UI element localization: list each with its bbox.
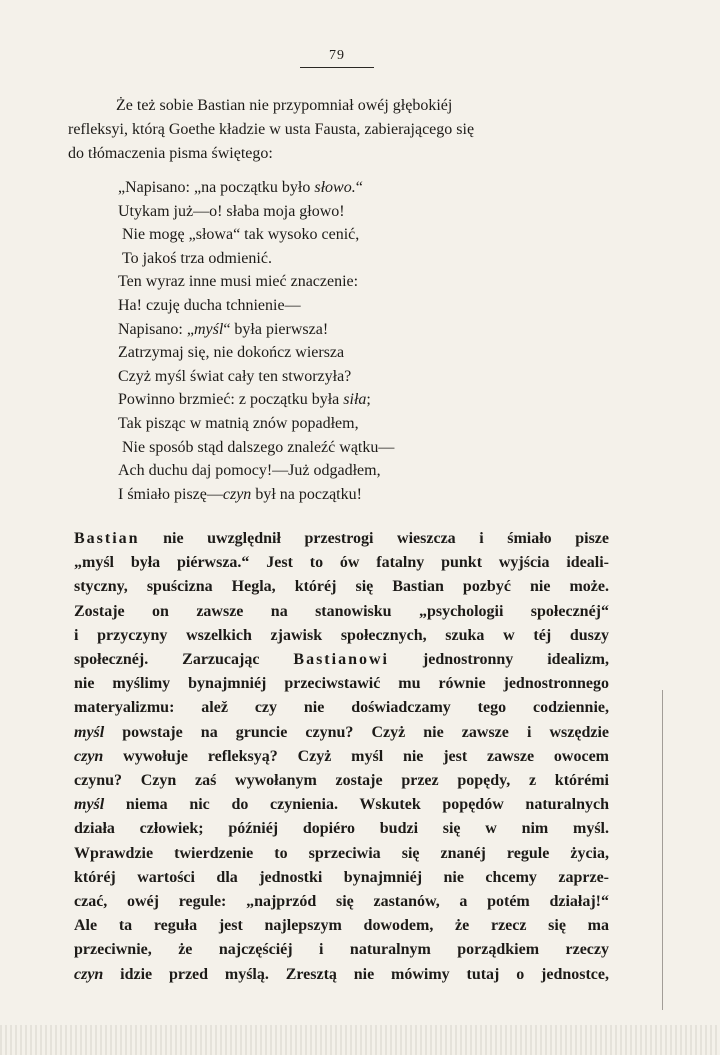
verse-text: I śmiało piszę— [118,485,223,503]
body-text-run: nie myślimy bynajmniéj przeciwstawić mu równie jednostronnego [74,675,609,693]
verse-line [118,294,538,318]
body-text-run: niema nic do czynienia. Wskutek popędów naturalnych [104,796,609,814]
intro-line: refleksyi, którą Goethe kładzie w usta Fausta, zabierającego się [68,121,475,138]
body-text-run: nie uwzględnił przestrogi wieszcza i śmiało pisze [139,530,609,547]
body-text-run: Wprawdzie twierdzenie to sprzeciwia się znanéj regule życia, [74,844,609,862]
verse-text: Utykam już—o! słaba moja głowo! [118,202,345,220]
body-line [74,890,609,914]
verse-line [118,270,538,294]
body-text-run: „myśl była piérwsza.“ Jest to ów fatalny punkt wyjścia ideali- [74,554,609,572]
body-text-run: któréj wartości dla jednostki bynajmniéj nie chcemy zaprze- [74,868,609,886]
verse-line [118,388,538,412]
body-line [74,938,609,962]
verse-line [118,200,538,224]
verse-text: “ [355,179,363,196]
verse-emphasis: myśl [193,320,224,338]
body-text-run: czać, owéj regule: „najprzód się zastanów, a potém działaj!“ [74,893,609,911]
body-line [74,600,609,624]
body-text-run: powstaje na gruncie czynu? Czyż nie zawsze i wszędzie [104,723,609,741]
body-line [74,721,609,745]
body-emphasis: czyn [74,965,104,983]
verse-text: “ była pierwsza! [223,320,329,338]
verse-line [118,436,538,460]
body-line [74,963,609,987]
verse-text: Zatrzymaj się, nie dokończ wiersza [118,344,345,362]
body-line [74,551,609,575]
intro-line: Że też sobie Bastian nie przypomniał owéj głębokiéj [116,97,453,114]
body-text-run: przeciwnie, że najczęściéj i naturalnym porządkiem rzeczy [74,941,609,959]
body-text-run: i przyczyny wszelkich zjawisk społecznych, szuka w téj duszy [74,626,609,644]
body-text-run: Zostaje on zawsze na stanowisku „psychologii społecznéj“ [74,602,609,620]
body-line [74,745,609,769]
spaced-name: Bastianowi [293,651,389,669]
verse-emphasis: czyn [222,485,252,503]
verse-emphasis: siła [343,391,367,409]
verse-text: Tak pisząc w matnią znów popadłem, [118,414,359,432]
verse-line [118,365,538,389]
body-text-run: Ale ta reguła jest najlepszym dowodem, że rzecz się ma [74,917,609,935]
intro-paragraph [68,94,628,166]
body-line [74,914,609,938]
body-text-run: działa człowiek; późniéj dopiéro budzi się w nim myśl. [74,820,609,838]
body-text-run: materyalizmu: alež czy nie doświadczamy tego codziennie, [74,699,609,717]
body-text-run: idzie przed myślą. Zresztą nie mówimy tutaj o jednostce, [103,965,609,983]
body-text-run: styczny, spuścizna Hegla, któréj się Bastian pozbyć nie może. [74,578,609,596]
verse-text: Nie sposób stąd dalszego znaleźć wątku— [122,438,395,456]
body-line [74,575,609,599]
body-text-run: wywołuje refleksyą? Czyż myśl nie jest zawsze owocem [103,747,609,765]
verse-line [118,412,538,436]
faust-verse-quote [118,176,538,506]
body-line [74,696,609,720]
verse-line [118,223,538,247]
body-emphasis: czyn [74,747,104,765]
body-emphasis: myśl [74,796,105,814]
body-line [74,648,609,672]
verse-line [118,318,538,342]
verse-text: Ten wyraz inne musi mieć znaczenie: [118,273,359,291]
body-line [74,842,609,866]
body-text-run: jednostronny idealizm, [388,651,609,669]
body-emphasis: myśl [74,723,105,741]
page-number-rule [300,67,374,68]
verse-emphasis: słowo. [314,179,356,196]
verse-line [118,247,538,271]
spaced-name: Bastian [74,530,140,547]
verse-text: Ha! czuję ducha tchnienie— [118,296,301,314]
intro-line: do tłómaczenia pisma świętego: [68,145,273,162]
verse-text: To jakoś trza odmienić. [122,249,272,267]
body-line [74,866,609,890]
page-number: 79 [329,48,345,63]
verse-text: Czyż myśl świat cały ten stworzyła? [118,367,352,385]
body-text-run: społecznéj. Zarzucając [74,651,294,669]
scan-edge-noise [0,1025,720,1055]
margin-pencil-mark [662,690,666,1010]
body-line [74,624,609,648]
body-line [74,817,609,841]
body-line [74,527,609,551]
verse-text: „Napisano: „na początku było [118,179,315,196]
verse-text: ; [366,391,371,409]
verse-text: Ach duchu daj pomocy!—Już odgadłem, [118,462,381,480]
verse-line [118,459,538,483]
body-line [74,769,609,793]
verse-line [118,341,538,365]
verse-text: Powinno brzmieć: z początku była [118,391,344,409]
verse-line [118,483,538,507]
body-line [74,793,609,817]
verse-text: Nie mogę „słowa“ tak wysoko cenić, [122,226,360,244]
body-text-run: czynu? Czyn zaś wywołanym zostaje przez popędy, z którémi [74,772,609,790]
body-paragraph [74,527,609,987]
verse-line [118,176,538,200]
verse-text: Napisano: „ [118,320,194,338]
body-line [74,672,609,696]
verse-text: był na początku! [251,485,362,503]
